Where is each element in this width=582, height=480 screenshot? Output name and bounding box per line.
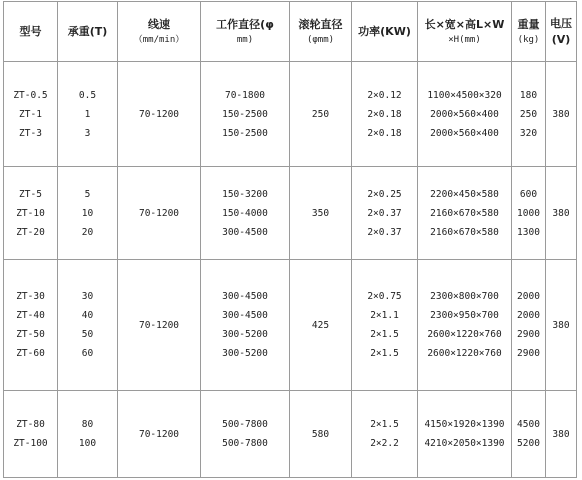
roller-diameter-cell [290,167,352,260]
dimensions-value: 4210×2050×1390 [424,438,505,449]
roller-diameter-value: 425 [311,319,330,331]
dimensions-value: 2600×1220×760 [427,329,502,340]
voltage-cell [546,391,577,478]
weight-value: 2000 [517,291,540,302]
power-cell [352,260,418,391]
weight-cell [512,260,546,391]
model-cell [4,62,58,167]
header-weight: 重量 (kg) [512,2,546,62]
dimensions-value: 2300×800×700 [430,291,499,302]
speed-value: 70-1200 [138,207,180,219]
power-value: 2×0.18 [367,127,402,139]
dimensions-value: 1100×4500×320 [427,89,502,101]
header-voltage: 电压(V) [546,2,577,62]
model-value: ZT-40 [16,310,45,321]
dimensions-cell [418,391,512,478]
load-value: 1 [84,108,91,120]
power-value: 2×1.5 [370,419,399,430]
voltage-cell [546,260,577,391]
model-value: ZT-100 [13,438,48,449]
voltage-cell [546,62,577,167]
roller-diameter-value: 580 [311,428,330,440]
power-cell [352,391,418,478]
header-load: 承重(T) [58,2,118,62]
work-diameter-value: 150-4000 [222,207,268,219]
load-cell [58,391,118,478]
dimensions-value: 2200×450×580 [430,188,499,200]
voltage-value: 380 [552,108,570,120]
model-value: ZT-60 [16,348,45,359]
dimensions-value: 2000×560×400 [430,127,499,139]
work-diameter-value: 150-2500 [222,127,268,139]
work-diameter-value: 300-4500 [222,310,268,321]
power-value: 2×0.18 [367,108,402,120]
weight-cell [512,167,546,260]
weight-value: 320 [519,127,538,139]
dimensions-cell [418,167,512,260]
work-diameter-value: 300-4500 [222,226,268,238]
header-work-diameter: 工作直径(φ mm) [201,2,290,62]
speed-value: 70-1200 [138,319,180,331]
power-value: 2×1.5 [370,329,399,340]
model-cell [4,167,58,260]
work-diameter-cell [201,167,290,260]
load-value: 5 [84,188,91,200]
model-value: ZT-3 [19,127,42,139]
power-cell [352,62,418,167]
power-value: 2×1.5 [370,348,399,359]
load-value: 40 [81,310,94,321]
load-value: 0.5 [78,89,97,101]
dimensions-value: 2160×670×580 [430,207,499,219]
model-value: ZT-30 [16,291,45,302]
weight-value: 600 [519,188,538,200]
work-diameter-value: 150-2500 [222,108,268,120]
weight-cell [512,391,546,478]
roller-diameter-value: 350 [311,207,330,219]
header-dimensions: 长×宽×高L×W ×H(mm) [418,2,512,62]
load-cell [58,167,118,260]
header-power: 功率(KW) [352,2,418,62]
table-row [4,167,577,260]
power-value: 2×1.1 [370,310,399,321]
table-row [4,260,577,391]
dimensions-value: 2600×1220×760 [427,348,502,359]
voltage-value: 380 [552,428,570,440]
load-value: 80 [81,419,94,430]
spec-table [3,1,577,478]
weight-value: 250 [519,108,538,120]
load-cell [58,62,118,167]
load-value: 50 [81,329,94,340]
model-value: ZT-80 [16,419,45,430]
weight-cell [512,62,546,167]
speed-cell [118,167,201,260]
power-value: 2×0.37 [367,207,402,219]
power-value: 2×0.75 [367,291,402,302]
load-cell [58,260,118,391]
model-value: ZT-50 [16,329,45,340]
voltage-cell [546,167,577,260]
load-value: 20 [81,226,94,238]
work-diameter-value: 300-5200 [222,329,268,340]
dimensions-value: 4150×1920×1390 [424,419,505,430]
header-row [4,2,577,62]
speed-cell [118,260,201,391]
dimensions-cell [418,62,512,167]
weight-value: 1000 [517,207,540,219]
weight-value: 2900 [517,348,540,359]
dimensions-value: 2160×670×580 [430,226,499,238]
load-value: 30 [81,291,94,302]
model-value: ZT-10 [16,207,45,219]
table-row [4,62,577,167]
weight-value: 4500 [517,419,540,430]
work-diameter-cell [201,391,290,478]
speed-cell [118,62,201,167]
load-value: 100 [78,438,97,449]
table-row [4,391,577,478]
voltage-value: 380 [552,319,570,331]
power-value: 2×2.2 [370,438,399,449]
work-diameter-value: 300-5200 [222,348,268,359]
roller-diameter-cell [290,62,352,167]
work-diameter-value: 300-4500 [222,291,268,302]
weight-value: 2900 [517,329,540,340]
voltage-value: 380 [552,207,570,219]
work-diameter-value: 70-1800 [224,89,266,101]
model-value: ZT-1 [19,108,42,120]
work-diameter-value: 500-7800 [222,438,268,449]
model-cell [4,391,58,478]
weight-value: 2000 [517,310,540,321]
work-diameter-cell [201,260,290,391]
model-cell [4,260,58,391]
work-diameter-value: 500-7800 [222,419,268,430]
dimensions-value: 2000×560×400 [430,108,499,120]
model-value: ZT-20 [16,226,45,238]
speed-value: 70-1200 [138,108,180,120]
speed-value: 70-1200 [138,428,180,440]
load-value: 60 [81,348,94,359]
weight-value: 1300 [517,226,540,238]
header-speed: 线速 （mm/min） [118,2,201,62]
weight-value: 180 [519,89,538,101]
power-value: 2×0.37 [367,226,402,238]
dimensions-cell [418,260,512,391]
work-diameter-value: 150-3200 [222,188,268,200]
roller-diameter-cell [290,391,352,478]
power-value: 2×0.25 [367,188,402,200]
model-value: ZT-0.5 [13,89,48,101]
roller-diameter-cell [290,260,352,391]
speed-cell [118,391,201,478]
work-diameter-cell [201,62,290,167]
header-model: 型号 [4,2,58,62]
model-value: ZT-5 [19,188,42,200]
power-value: 2×0.12 [367,89,402,101]
weight-value: 5200 [517,438,540,449]
power-cell [352,167,418,260]
header-roller-diameter: 滚轮直径 (φmm) [290,2,352,62]
load-value: 3 [84,127,91,139]
dimensions-value: 2300×950×700 [430,310,499,321]
roller-diameter-value: 250 [311,108,330,120]
load-value: 10 [81,207,94,219]
